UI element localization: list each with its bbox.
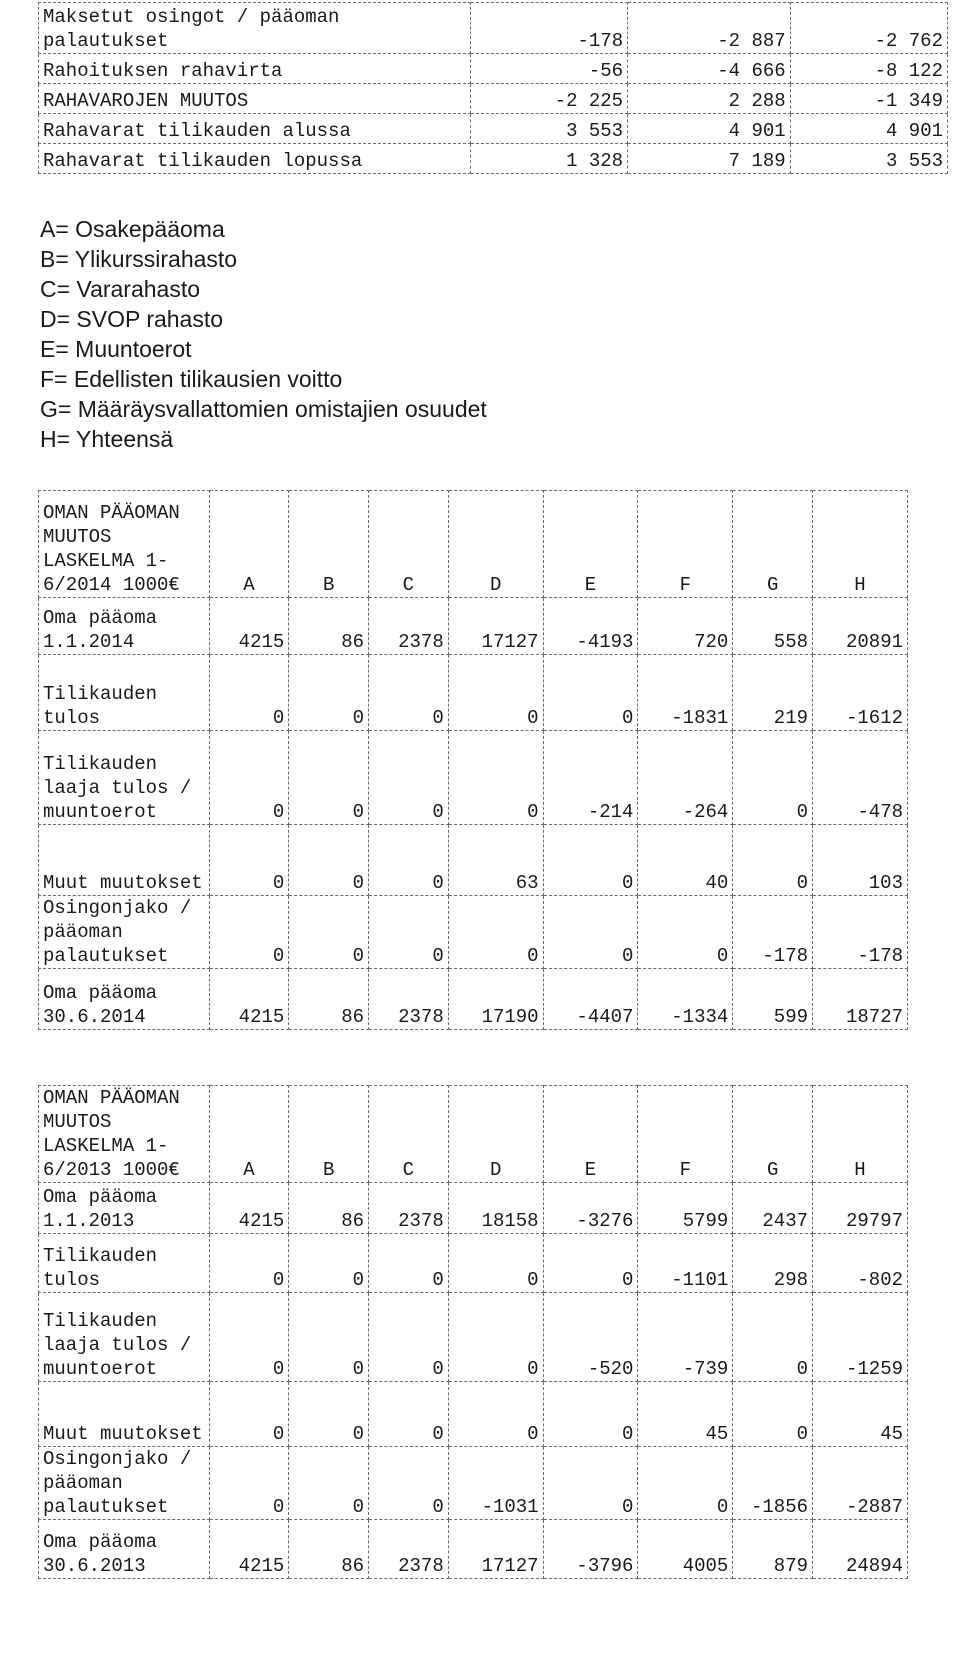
legend-item: C= Vararahasto [40,276,201,302]
row-label: Maksetut osingot / pääoman palautukset [39,3,471,54]
value-cell: 0 [209,1447,289,1520]
value-cell: 86 [289,1520,369,1579]
legend-item: D= SVOP rahasto [40,306,224,332]
value-cell: 0 [209,896,289,969]
equity-table-2014 [38,490,908,1030]
table-row [39,598,908,655]
column-header: H [813,491,908,598]
column-header: D [448,491,543,598]
value-cell: -4193 [543,598,638,655]
column-header: H [813,1086,908,1183]
value-cell: 0 [369,1234,449,1293]
column-legend [40,214,487,454]
value-cell: -2 225 [470,84,627,114]
table-row [39,3,948,54]
value-cell: -1612 [813,655,908,731]
value-cell: 2 288 [628,84,791,114]
value-cell: -2887 [813,1447,908,1520]
value-cell: 0 [289,896,369,969]
column-header: F [638,1086,733,1183]
value-cell: -802 [813,1234,908,1293]
value-cell: 0 [369,731,449,825]
value-cell: 18158 [448,1183,543,1234]
legend-item: A= Osakepääoma [40,216,225,242]
value-cell: -1334 [638,969,733,1030]
column-header: G [733,491,813,598]
value-cell: 599 [733,969,813,1030]
table-title: OMAN PÄÄOMAN MUUTOS LASKELMA 1-6/2014 1000€ [39,491,210,598]
value-cell: 17127 [448,598,543,655]
value-cell: 0 [448,1382,543,1447]
value-cell: 45 [813,1382,908,1447]
value-cell: -178 [733,896,813,969]
value-cell: -4 666 [628,54,791,84]
column-header: E [543,1086,638,1183]
value-cell: 17190 [448,969,543,1030]
row-label: Muut muutokset [39,1382,210,1447]
value-cell: 298 [733,1234,813,1293]
row-label: Rahavarat tilikauden lopussa [39,144,471,174]
value-cell: -1031 [448,1447,543,1520]
value-cell: 0 [448,731,543,825]
table-row [39,731,908,825]
value-cell: 86 [289,969,369,1030]
cash-flow-table [38,2,948,174]
value-cell: -2 887 [628,3,791,54]
value-cell: 0 [543,655,638,731]
value-cell: 0 [289,1234,369,1293]
value-cell: 0 [209,1293,289,1382]
column-header: B [289,1086,369,1183]
row-label: Tilikauden tulos [39,655,210,731]
column-header: B [289,491,369,598]
table-row [39,114,948,144]
value-cell: 0 [448,655,543,731]
value-cell: 0 [543,1382,638,1447]
value-cell: 0 [733,731,813,825]
value-cell: -8 122 [790,54,947,84]
value-cell: 4215 [209,969,289,1030]
value-cell: 2378 [369,1520,449,1579]
value-cell: 0 [543,825,638,896]
column-header: F [638,491,733,598]
row-label: Tilikauden laaja tulos / muuntoerot [39,731,210,825]
row-label: Tilikauden tulos [39,1234,210,1293]
value-cell: -4407 [543,969,638,1030]
value-cell: 4005 [638,1520,733,1579]
value-cell: 24894 [813,1520,908,1579]
value-cell: 0 [289,655,369,731]
value-cell: 29797 [813,1183,908,1234]
value-cell: -739 [638,1293,733,1382]
table-row [39,969,908,1030]
column-header: G [733,1086,813,1183]
table-title: OMAN PÄÄOMAN MUUTOS LASKELMA 1-6/2013 1000€ [39,1086,210,1183]
table-row [39,1293,908,1382]
table-row [39,655,908,731]
value-cell: -3796 [543,1520,638,1579]
value-cell: -264 [638,731,733,825]
value-cell: 17127 [448,1520,543,1579]
header-row [39,491,908,598]
value-cell: 3 553 [470,114,627,144]
value-cell: 0 [369,655,449,731]
value-cell: 0 [543,1234,638,1293]
value-cell: 4215 [209,598,289,655]
row-label: Oma pääoma 1.1.2014 [39,598,210,655]
value-cell: 0 [209,655,289,731]
value-cell: 7 189 [628,144,791,174]
value-cell: 63 [448,825,543,896]
value-cell: 0 [638,896,733,969]
value-cell: 2378 [369,1183,449,1234]
value-cell: 0 [369,896,449,969]
value-cell: 3 553 [790,144,947,174]
column-header: E [543,491,638,598]
value-cell: 4 901 [790,114,947,144]
value-cell: 0 [369,825,449,896]
value-cell: 0 [448,1293,543,1382]
table-row [39,1382,908,1447]
value-cell: 20891 [813,598,908,655]
value-cell: 0 [289,1293,369,1382]
value-cell: 219 [733,655,813,731]
row-label: Tilikauden laaja tulos / muuntoerot [39,1293,210,1382]
value-cell: 103 [813,825,908,896]
table-row [39,1234,908,1293]
value-cell: -2 762 [790,3,947,54]
value-cell: 4 901 [628,114,791,144]
legend-item: H= Yhteensä [40,426,174,452]
value-cell: 558 [733,598,813,655]
row-label: Rahoituksen rahavirta [39,54,471,84]
row-label: Rahavarat tilikauden alussa [39,114,471,144]
value-cell: -1259 [813,1293,908,1382]
value-cell: 2437 [733,1183,813,1234]
value-cell: -1856 [733,1447,813,1520]
value-cell: 0 [638,1447,733,1520]
value-cell: -3276 [543,1183,638,1234]
value-cell: 86 [289,1183,369,1234]
value-cell: -1 349 [790,84,947,114]
legend-item: G= Määräysvallattomien omistajien osuudet [40,396,487,422]
column-header: C [369,1086,449,1183]
table-row [39,1447,908,1520]
value-cell: 0 [369,1447,449,1520]
row-label: Muut muutokset [39,825,210,896]
value-cell: 0 [733,825,813,896]
value-cell: -214 [543,731,638,825]
value-cell: -56 [470,54,627,84]
value-cell: 0 [209,1234,289,1293]
value-cell: -520 [543,1293,638,1382]
value-cell: 45 [638,1382,733,1447]
value-cell: 0 [369,1382,449,1447]
value-cell: 0 [733,1382,813,1447]
value-cell: 18727 [813,969,908,1030]
value-cell: 0 [733,1293,813,1382]
value-cell: 0 [209,731,289,825]
row-label: Oma pääoma 30.6.2014 [39,969,210,1030]
column-header: A [209,491,289,598]
value-cell: -1831 [638,655,733,731]
table-row [39,896,908,969]
value-cell: 0 [289,731,369,825]
value-cell: 5799 [638,1183,733,1234]
value-cell: 0 [209,825,289,896]
column-header: D [448,1086,543,1183]
value-cell: 0 [543,896,638,969]
row-label: Osingonjako / pääoman palautukset [39,1447,210,1520]
row-label: Oma pääoma 30.6.2013 [39,1520,210,1579]
value-cell: 0 [543,1447,638,1520]
value-cell: 40 [638,825,733,896]
value-cell: 0 [448,896,543,969]
value-cell: 86 [289,598,369,655]
equity-table-2013 [38,1085,908,1579]
column-header: A [209,1086,289,1183]
row-label: Oma pääoma 1.1.2013 [39,1183,210,1234]
value-cell: 2378 [369,598,449,655]
row-label: RAHAVAROJEN MUUTOS [39,84,471,114]
value-cell: -1101 [638,1234,733,1293]
row-label: Osingonjako / pääoman palautukset [39,896,210,969]
legend-item: E= Muuntoerot [40,336,192,362]
legend-item: B= Ylikurssirahasto [40,246,238,272]
table-row [39,825,908,896]
value-cell: -178 [470,3,627,54]
column-header: C [369,491,449,598]
value-cell: 0 [289,825,369,896]
value-cell: 720 [638,598,733,655]
value-cell: -478 [813,731,908,825]
value-cell: 879 [733,1520,813,1579]
header-row [39,1086,908,1183]
value-cell: 0 [448,1234,543,1293]
value-cell: 0 [369,1293,449,1382]
table-row [39,1183,908,1234]
value-cell: -178 [813,896,908,969]
value-cell: 0 [209,1382,289,1447]
table-row [39,1520,908,1579]
table-row [39,84,948,114]
value-cell: 1 328 [470,144,627,174]
value-cell: 4215 [209,1183,289,1234]
value-cell: 0 [289,1447,369,1520]
table-row [39,144,948,174]
value-cell: 2378 [369,969,449,1030]
value-cell: 4215 [209,1520,289,1579]
legend-item: F= Edellisten tilikausien voitto [40,366,343,392]
table-row [39,54,948,84]
value-cell: 0 [289,1382,369,1447]
